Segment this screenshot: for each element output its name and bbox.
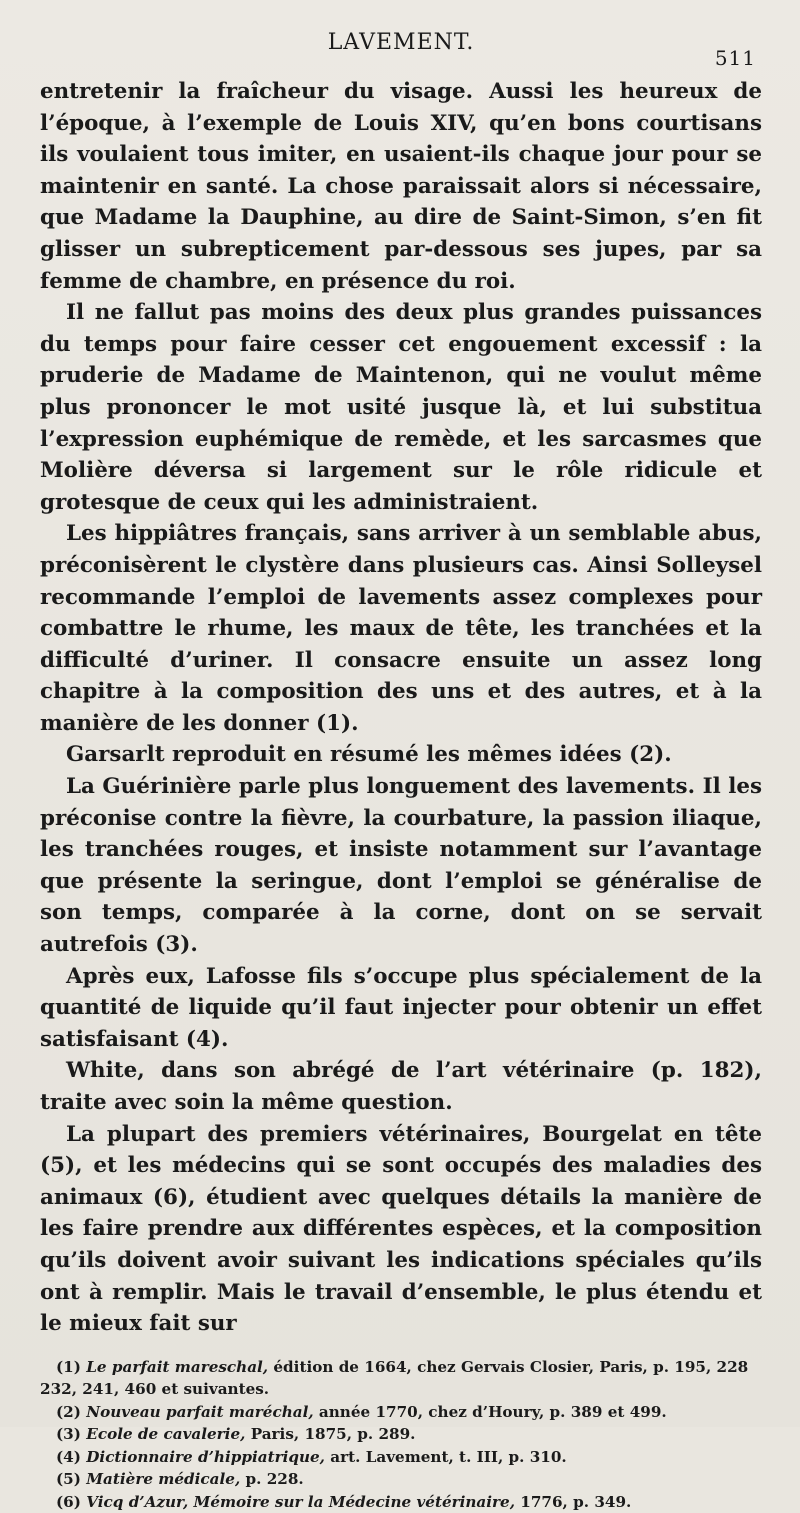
footnote-text: 1776, p. 349.	[515, 1492, 632, 1511]
footnote-title: Le parfait mareschal,	[86, 1357, 269, 1376]
paragraph: White, dans son abrégé de l’art vétérinaire (p. 182), traite avec soin la même question.	[40, 1058, 762, 1115]
footnote-text: Paris, 1875, p. 289.	[245, 1425, 416, 1444]
paragraph: Garsarlt reproduit en résumé les mêmes idées (2).	[66, 742, 672, 768]
footnote-text: année 1770, chez d’Houry, p. 389 et 499.	[313, 1402, 667, 1421]
page-number: 511	[714, 46, 756, 70]
footnote-title: Ecole de cavalerie,	[86, 1425, 246, 1444]
footnote-title: Matière médicale,	[86, 1470, 241, 1489]
footnote-mark: (3)	[56, 1425, 81, 1444]
paragraph: Il ne fallut pas moins des deux plus grandes puissances du temps pour faire cesser cet engouement excessif : la pruderie de Madame de Maintenon, qui ne voulut même plus prononcer le mot usité jusque là, et lui substitua l’expression euphémique de remède, et les sarcasmes que Molière déversa si largement sur le rôle ridicule et grotesque de ceux qui les administraient.	[40, 300, 762, 515]
footnote-mark: (1)	[56, 1357, 81, 1376]
footnote-title: Dictionnaire d’hippiatrique,	[86, 1447, 325, 1466]
footnote	[40, 1446, 762, 1469]
paragraph: La plupart des premiers vétérinaires, Bourgelat en tête (5), et les médecins qui se sont occupés des maladies des animaux (6), étudient avec quelques détails la manière de les faire prendre aux différentes espèces, et la composition qu’ils doivent avoir suivant les indications spéciales qu’ils ont à remplir. Mais le travail d’ensemble, le plus étendu et le mieux fait sur	[40, 1121, 762, 1337]
footnote-title: Nouveau parfait maréchal,	[86, 1402, 314, 1421]
paragraph: Les hippiâtres français, sans arriver à un semblable abus, préconisèrent le clystère dans plusieurs cas. Ainsi Solleysel recommande l’emploi de lavements assez complexes pour combattre le rhume, les maux de tête, les tranchées et la difficulté d’uriner. Il consacre ensuite un assez long chapitre à la composition des uns et des autres, et à la manière de les donner (1).	[40, 521, 762, 736]
footnote-text: p. 228.	[240, 1470, 304, 1489]
paragraph: Après eux, Lafosse fils s’occupe plus spécialement de la quantité de liquide qu’il faut injecter pour obtenir un effet satisfaisant (4).	[40, 963, 762, 1052]
footnote-mark: (5)	[56, 1470, 81, 1489]
footnote-mark: (2)	[56, 1402, 81, 1421]
paragraph: La Guérinière parle plus longuement des lavements. Il les préconise contre la fièvre, la courbature, la passion iliaque, les tranchées rouges, et insiste notamment sur l’avantage que présente la seringue, dont l’emploi se généralise de son temps, comparée à la corne, dont on se servait autrefois (3).	[40, 774, 762, 958]
footnote-title: Vicq d’Azur, Mémoire sur la Médecine vétérinaire,	[86, 1492, 515, 1511]
footnote-mark: (6)	[56, 1492, 81, 1511]
running-title: LAVEMENT.	[327, 30, 475, 55]
footnote-mark: (4)	[56, 1447, 81, 1466]
footnote	[40, 1356, 762, 1401]
footnotes	[40, 1356, 762, 1513]
footnote	[40, 1401, 762, 1424]
body-text	[40, 76, 762, 1340]
footnote-text: art. Lavement, t. III, p. 310.	[324, 1447, 567, 1466]
footnote-text: édition de 1664, chez Gervais Closier, Paris, p. 195, 228 232, 241, 460 et suivantes.	[40, 1357, 749, 1399]
footnote	[40, 1491, 762, 1513]
footnote	[40, 1468, 762, 1491]
paragraph: entretenir la fraîcheur du visage. Aussi les heureux de l’époque, à l’exemple de Louis XIV, qu’en bons courtisans ils voulaient tous imiter, en usaient-ils chaque jour pour se maintenir en santé. La chose paraissait alors si nécessaire, que Madame la Dauphine, au dire de Saint-Simon, s’en fit glisser un subrepticement par-dessous ses jupes, par sa femme de chambre, en présence du roi.	[40, 79, 762, 294]
page-header	[40, 28, 762, 70]
